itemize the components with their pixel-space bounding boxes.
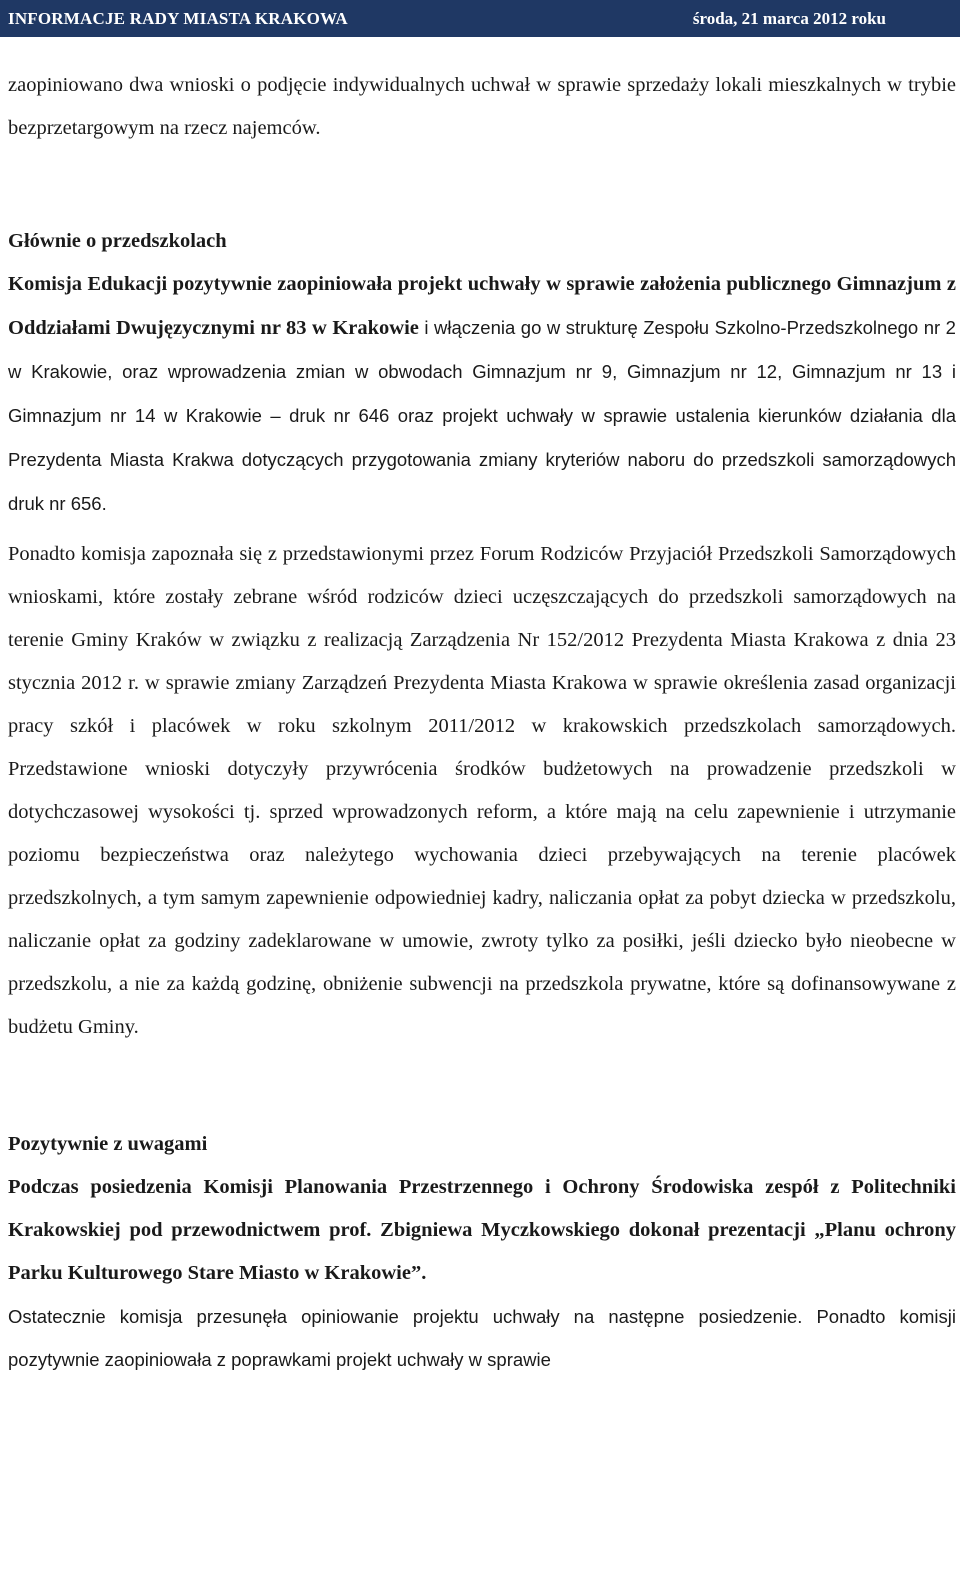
paragraph-forum-proposals: Ponadto komisja zapoznała się z przedstawionymi przez Forum Rodziców Przyjaciół Przedszkoli Samorządowych wnioskami, które zostały zebrane wśród rodziców dzieci uczęszczających do przedszkoli samorządowych na terenie Gminy Kraków w związku z realizacją Zarządzenia Nr 152/2012 Prezydenta Miasta Krakowa z dnia 23 stycznia 2012 r. w sprawie zmiany Zarządzeń Prezydenta Miasta Krakowa w sprawie określenia zasad organizacji pracy szkół i placówek w roku szkolnym 2011/2012 w krakowskich przedszkolach samorządowych. Przedstawione wnioski dotyczyły przywrócenia środków budżetowych na prowadzenie przedszkoli w dotychczasowej wysokości tj. sprzed wprowadzonych reform, a które mają na celu zapewnienie i utrzymanie poziomu bezpieczeństwa oraz należytego wychowania dzieci przebywających na terenie placówek przedszkolnych, a tym samym zapewnienie odpowiedniej kadry, naliczania opłat za pobyt dziecka w przedszkolu, naliczanie opłat za godziny zadeklarowane w umowie, zwroty tylko za posiłki, jeśli dziecko było nieobecne w przedszkolu, a nie za każdą godzinę, obniżenie subwencji na przedszkola prywatne, które są dofinansowywane z budżetu Gminy. <box>8 543 956 1038</box>
section-heading-preschools: Głównie o przedszkolach <box>8 230 227 252</box>
section-heading-remarks: Pozytywnie z uwagami <box>8 1133 208 1155</box>
education-lead-bold: Komisja Edukacji pozytywnie zaopiniowała projekt uchwały w sprawie założenia publicznego Gimnazjum z Oddziałami Dwujęzycznymi nr 83 w Krakowie <box>8 273 956 339</box>
education-lead-rest: i włączenia go w strukturę Zespołu Szkolno-Przedszkolnego nr 2 w Krakowie, oraz wprowadzenia zmian w obwodach Gimnazjum nr 9, Gimnazjum nr 12, Gimnazjum nr 13 i Gimnazjum nr 14 w Krakowie – druk nr 646 oraz projekt uchwały w sprawie ustalenia kierunków działania dla Prezydenta Miasta Krakwa dotyczących przygotowania zmiany kryteriów naboru do przedszkoli samorządowych druk nr 656. <box>8 317 956 514</box>
paragraph-education-commission <box>8 263 956 526</box>
paragraph-planning-commission: Podczas posiedzenia Komisji Planowania Przestrzennego i Ochrony Środowiska zespół z Politechniki Krakowskiej pod przewodnictwem prof. Zbigniewa Myczkowskiego dokonał prezentacji „Planu ochrony Parku Kulturowego Stare Miasto w Krakowie”. <box>8 1176 956 1284</box>
header-date: środa, 21 marca 2012 roku <box>692 9 886 28</box>
paragraph-postponed: Ostatecznie komisja przesunęła opiniowanie projektu uchwały na następne posiedzenie. Ponadto komisji pozytywnie zaopiniowała z poprawkami projekt uchwały w sprawie <box>8 1306 956 1370</box>
header-title: INFORMACJE RADY MIASTA KRAKOWA <box>8 9 348 28</box>
page-header <box>0 0 960 37</box>
paragraph-sales: zaopiniowano dwa wnioski o podjęcie indywidualnych uchwał w sprawie sprzedaży lokali mieszkalnych w trybie bezprzetargowym na rzecz najemców. <box>8 74 956 139</box>
document-body <box>8 64 956 1381</box>
